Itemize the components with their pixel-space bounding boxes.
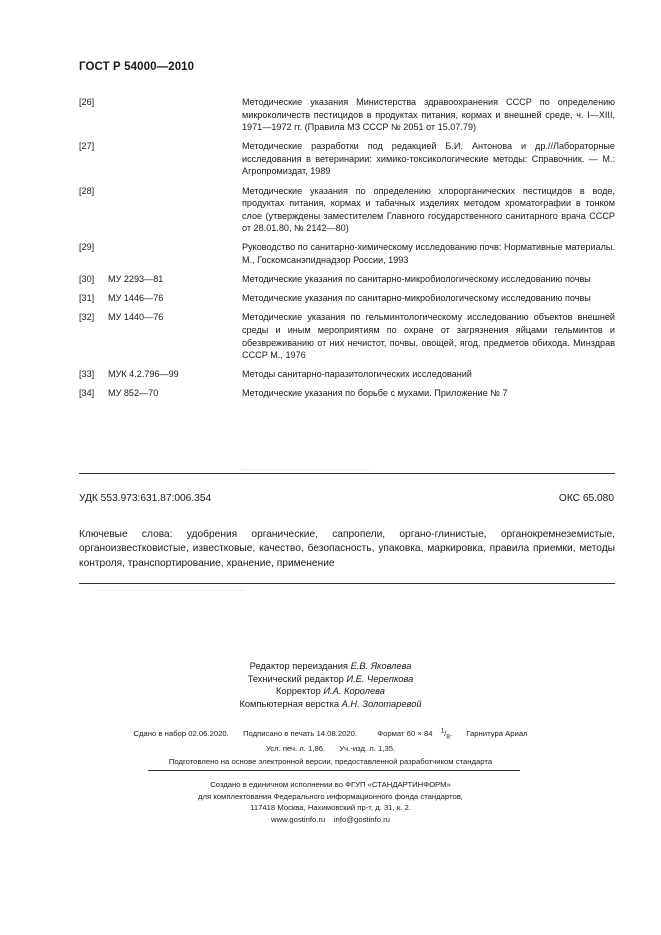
reference-code: [108, 140, 242, 178]
reference-code: МУ 2293—81: [108, 274, 164, 285]
footer-line: для комплектования Федерального информационного фонда стандартов,: [198, 791, 463, 801]
footer-line: Создано в единичном исполнении во ФГУП «СТАНДАРТИНФОРМ»: [210, 780, 451, 789]
reference-number: [29]: [79, 242, 95, 253]
typeface: Гарнитура Ариал: [466, 728, 528, 738]
reference-number: [31]: [79, 293, 95, 304]
reference-number: [32]: [79, 312, 95, 323]
keywords-divider: [79, 583, 615, 584]
reference-text: Методические указания Министерства здравоохранения СССР по определению микроколичеств пестицидов в продуктах питания, кормах и внешней среде, ч. I—XIII, 1971—1972 гг. (Правила МЗ СССР № 2051 от 15.07.79): [242, 97, 615, 133]
credit-role: Технический редактор: [247, 673, 344, 684]
keywords-paragraph: Ключевые слова: удобрения органические, сапропели, органо-глинистые, органокремнеземистые, органоизвестковистые, известковые, качество, безопасность, упаковка, маркировка, правила приемки, методы контроля, транспортирование, хранение, применение: [79, 529, 615, 569]
reference-item: [79, 96, 615, 134]
reference-code: МУ 1440—76: [108, 312, 164, 323]
print-info-row: [0, 743, 661, 755]
reference-item: [79, 185, 615, 235]
reference-code: МУ 1446—76: [108, 293, 164, 304]
document-header: ГОСТ Р 54000—2010: [79, 61, 195, 73]
reference-number: [33]: [79, 369, 95, 380]
credit-line: [0, 673, 661, 686]
footer-contacts: [0, 814, 661, 826]
signed-date: Подписано в печать 14.08.2020.: [242, 728, 358, 738]
reference-code: [108, 96, 242, 134]
credit-role: Редактор переиздания: [249, 661, 348, 671]
credit-role: Компьютерная верстка: [239, 699, 340, 710]
faint-line: [95, 590, 245, 591]
credit-name: Е.В. Яковлева: [350, 661, 412, 671]
submitted-date: Сдано в набор 02.06.2020.: [133, 728, 229, 738]
website-link[interactable]: www.gostinfo.ru: [271, 814, 326, 824]
reference-item: [79, 387, 615, 400]
section-divider: [79, 473, 615, 474]
reference-text: Методические указания по санитарно-микробиологическому исследованию почвы: [242, 274, 591, 285]
udk-code: УДК 553.973:631.87:006.354: [79, 493, 212, 504]
reference-number: [34]: [79, 388, 95, 399]
publisher-footer: [0, 779, 661, 825]
print-sheets: Усл. печ. л. 1,86.: [265, 744, 326, 754]
reference-item: [79, 140, 615, 178]
reference-item: [79, 241, 615, 266]
reference-item: [79, 368, 615, 381]
credit-name: И.Е. Черепкова: [346, 673, 414, 684]
reference-text: Методические указания по определению хлорорганических пестицидов в воде, продуктах питания, кормах и табачных изделиях методом хроматографии в тонком слое (утверждены заместителем Главного государственного санитарного врача СССР от 28.01.80, № 2142—80): [242, 185, 615, 234]
faint-line: [240, 469, 370, 470]
reference-text: Методические указания по борьбе с мухами. Приложение № 7: [242, 388, 508, 399]
credit-name: А.Н. Золотаревой: [341, 699, 422, 710]
reference-text: Методические указания по гельминтологическому исследованию объектов внешней среды и иным мероприятиям по охране от загрязнения яйцами гельминтов и обезвреживанию от них нечистот, почвы, овощей, ягод, предметов обихода. Минздрав СССР М., 1976: [242, 312, 615, 361]
paper-format: Формат 60 × 84 $^1/_8$.: [377, 727, 453, 741]
reference-text: Методические указания по санитарно-микробиологическому исследованию почвы: [242, 293, 591, 304]
reference-number: [30]: [79, 274, 95, 285]
reference-code: [108, 241, 242, 266]
reference-code: [108, 185, 242, 235]
credits-block: [0, 660, 661, 711]
email-link[interactable]: info@gostinfo.ru: [333, 814, 390, 824]
oks-code: ОКС 65.080: [558, 493, 614, 504]
reference-item: [79, 292, 615, 305]
credit-line: [0, 685, 661, 698]
reference-code: МУ 852—70: [108, 388, 159, 399]
reference-text: Методические разработки под редакцией Б.И. Антонова и др.//Лабораторные исследования в ветеринарии: химико-токсикологические методы: Справочник. — М.: Агропромиздат, 1989: [242, 141, 615, 177]
prepared-note: Подготовлено на основе электронной версии, предоставленной разработчиком стандарта: [168, 756, 493, 766]
reference-item: [79, 273, 615, 286]
credit-role: Корректор: [276, 686, 321, 697]
reference-text: Методы санитарно-паразитологических исследований: [242, 369, 472, 380]
references-list: [79, 96, 615, 406]
print-info-row: [0, 725, 661, 743]
credit-name: И.А. Королева: [323, 686, 385, 697]
reference-code: МУК 4.2.796—99: [108, 369, 179, 380]
credit-line: [0, 698, 661, 711]
reference-item: [79, 311, 615, 361]
publishing-sheets: Уч.-изд. л. 1,35.: [339, 744, 396, 754]
credit-line: [0, 660, 661, 673]
footer-divider: [148, 770, 520, 771]
reference-number: [26]: [79, 97, 95, 107]
reference-text: Руководство по санитарно-химическому исследованию почв: Нормативные материалы. М., Госкомсанэпиднадзор России, 1993: [242, 242, 615, 266]
print-info: [0, 725, 661, 768]
reference-number: [28]: [79, 185, 95, 196]
reference-number: [27]: [79, 141, 95, 152]
footer-line: 117418 Москва, Нахимовский пр-т, д. 31, к. 2.: [250, 803, 411, 813]
